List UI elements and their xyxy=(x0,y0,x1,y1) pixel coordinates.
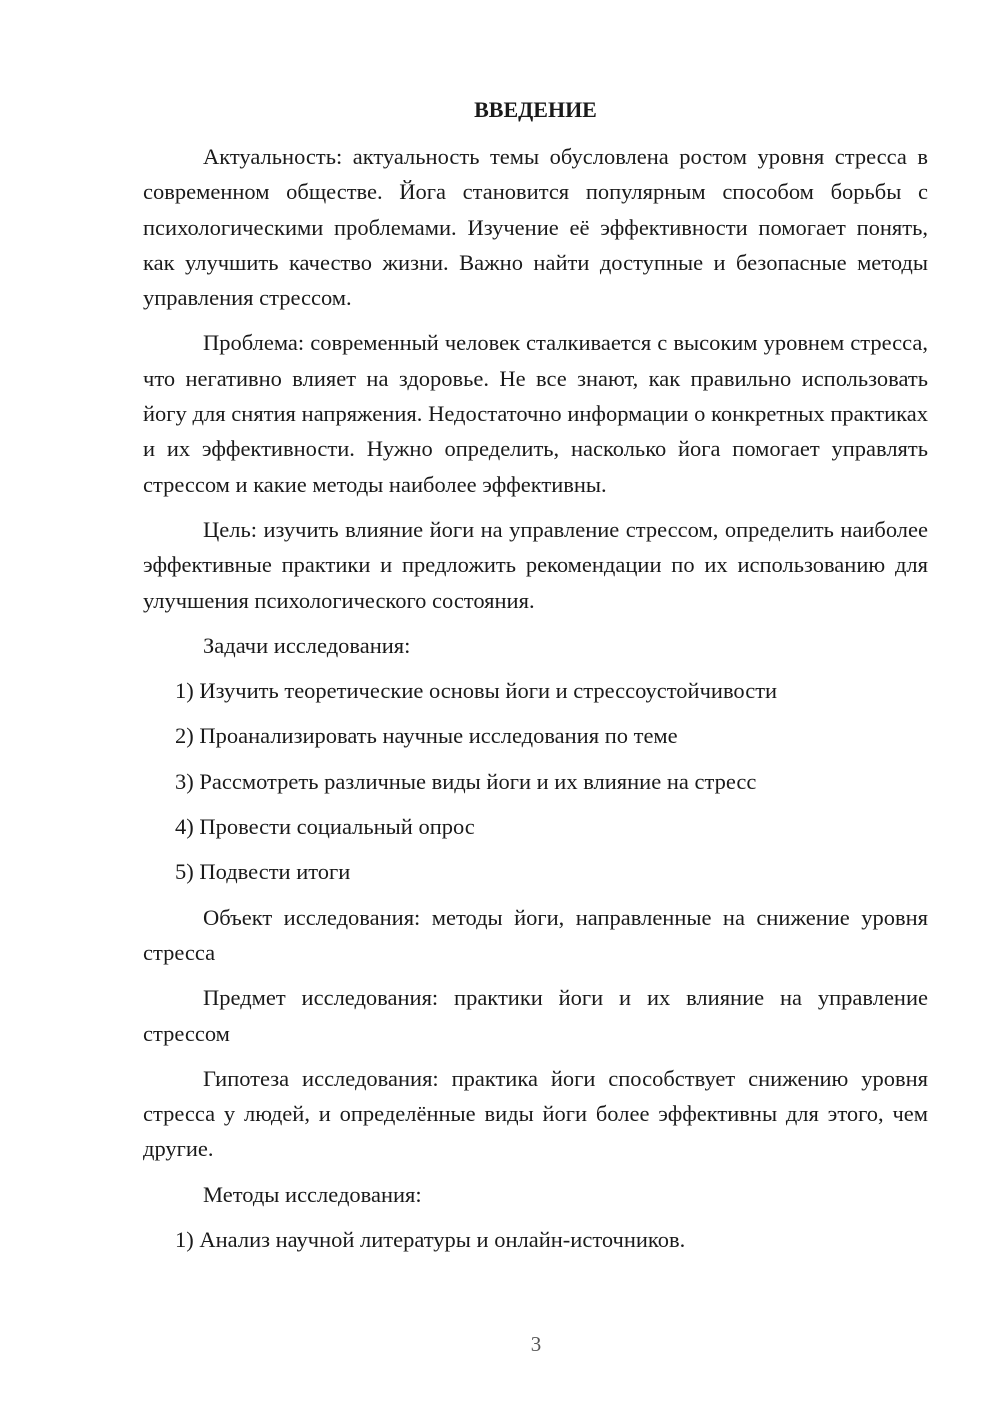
object-paragraph: Объект исследования: методы йоги, направленные на снижение уровня стресса xyxy=(143,904,928,965)
list-item: 5) Подвести итоги xyxy=(175,859,351,885)
hypothesis-paragraph: Гипотеза исследования: практика йоги способствует снижению уровня стресса у людей, и определённые виды йоги более эффективны для этого, чем другие. xyxy=(143,1065,928,1162)
tasks-heading: Задачи исследования: xyxy=(203,632,411,658)
relevance-paragraph: Актуальность: актуальность темы обусловлена ростом уровня стресса в современном обществе. Йога становится популярным способом борьбы с психологическими проблемами. Изучение её эффективности помогает понять, как улучшить качество жизни. Важно найти доступные и безопасные методы управления стрессом. xyxy=(143,144,928,311)
page-title: ВВЕДЕНИЕ xyxy=(474,97,597,122)
list-item: 1) Изучить теоретические основы йоги и стрессоустойчивости xyxy=(175,678,778,704)
list-item: 2) Проанализировать научные исследования по теме xyxy=(175,723,678,749)
list-item: 4) Провести социальный опрос xyxy=(175,814,475,840)
problem-paragraph: Проблема: современный человек сталкивается с высоким уровнем стресса, что негативно влияет на здоровье. Не все знают, как правильно использовать йогу для снятия напряжения. Недостаточно информации о конкретных практиках и их эффективности. Нужно определить, насколько йога помогает управлять стрессом и какие методы наиболее эффективны. xyxy=(143,330,928,497)
list-item: 3) Рассмотреть различные виды йоги и их влияние на стресс xyxy=(175,768,757,794)
tasks-list xyxy=(143,673,928,889)
methods-heading: Методы исследования: xyxy=(203,1181,422,1207)
goal-paragraph: Цель: изучить влияние йоги на управление стрессом, определить наиболее эффективные практики и предложить рекомендации по их использованию для улучшения психологического состояния. xyxy=(143,516,928,613)
list-item: 1) Анализ научной литературы и онлайн-источников. xyxy=(175,1227,686,1253)
methods-list xyxy=(143,1222,928,1257)
subject-paragraph: Предмет исследования: практики йоги и их влияние на управление стрессом xyxy=(143,985,928,1046)
page-number: 3 xyxy=(530,1332,542,1356)
page-content xyxy=(143,92,928,1267)
